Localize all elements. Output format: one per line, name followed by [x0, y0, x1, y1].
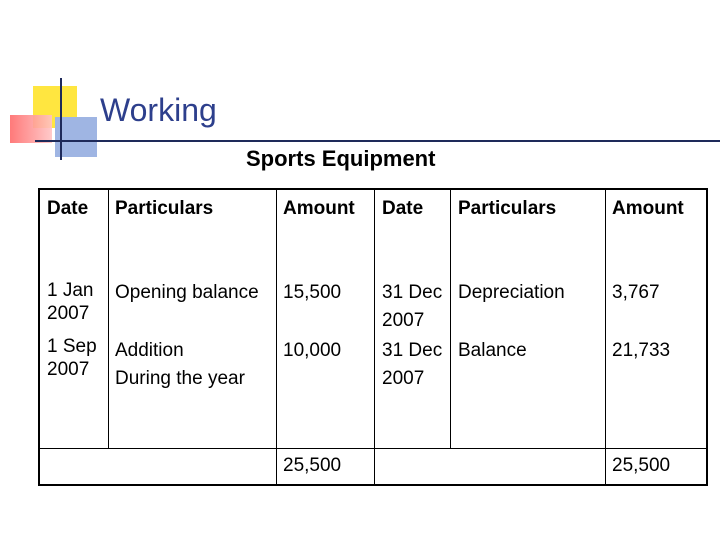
- credit-total: 25,500: [612, 455, 671, 476]
- debit-amount: 10,000: [283, 340, 342, 361]
- slide-title: Working: [100, 92, 217, 128]
- header-particulars-cr: Particulars: [458, 198, 557, 219]
- header-date-cr: Date: [382, 198, 424, 219]
- debit-particulars: Addition During the year: [115, 340, 245, 389]
- col-divider: [605, 190, 606, 484]
- totals-divider: [40, 448, 706, 449]
- col-divider: [108, 190, 109, 448]
- credit-amount: 21,733: [612, 340, 671, 361]
- decor-horizontal-line: [35, 140, 720, 142]
- credit-particulars: Depreciation: [458, 282, 565, 303]
- header-amount-dr: Amount: [283, 198, 355, 219]
- decor-red-square: [10, 115, 52, 143]
- credit-date: 31 Dec 2007: [382, 340, 443, 389]
- credit-date: 31 Dec 2007: [382, 282, 443, 331]
- header-date-dr: Date: [47, 198, 89, 219]
- debit-date: 1 Sep 2007: [47, 336, 97, 380]
- credit-particulars: Balance: [458, 340, 527, 361]
- debit-amount: 15,500: [283, 282, 342, 303]
- decor-vertical-line: [60, 78, 62, 160]
- ledger-table: [38, 188, 708, 486]
- debit-total: 25,500: [283, 455, 342, 476]
- col-divider: [276, 190, 277, 484]
- credit-amount: 3,767: [612, 282, 660, 303]
- col-divider: [374, 190, 375, 484]
- col-divider: [450, 190, 451, 448]
- ledger-title: Sports Equipment: [246, 146, 436, 171]
- debit-particulars: Opening balance: [115, 282, 259, 303]
- header-amount-cr: Amount: [612, 198, 684, 219]
- debit-date: 1 Jan 2007: [47, 280, 94, 324]
- header-particulars-dr: Particulars: [115, 198, 214, 219]
